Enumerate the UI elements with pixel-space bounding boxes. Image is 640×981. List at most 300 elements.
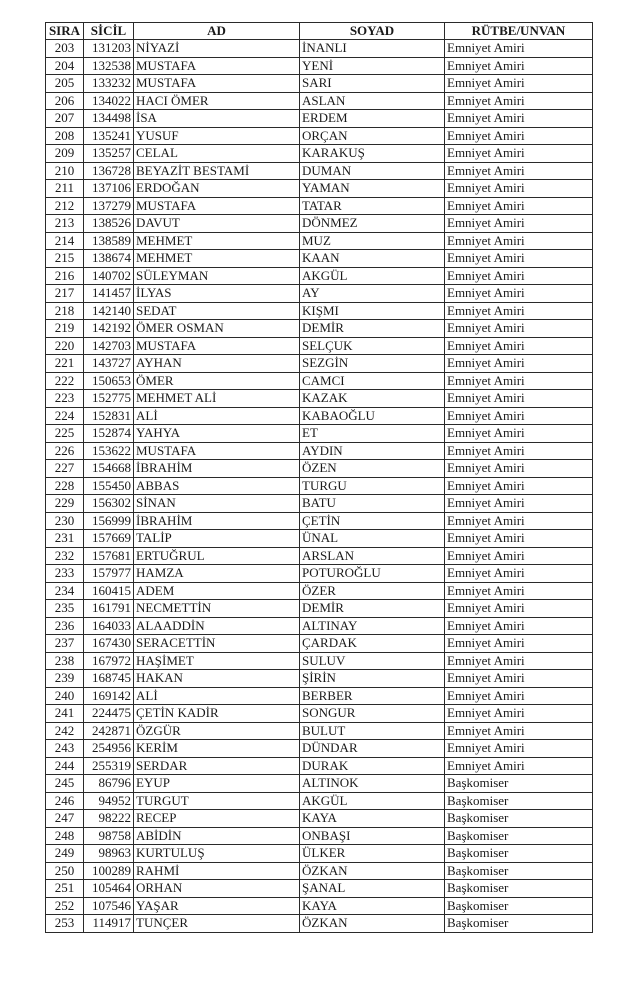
soyad-cell: SONGUR xyxy=(300,705,445,723)
sicil-cell: 98963 xyxy=(84,845,134,863)
table-row xyxy=(46,390,593,408)
table-row xyxy=(46,180,593,198)
table-row xyxy=(46,92,593,110)
table-row xyxy=(46,775,593,793)
ad-cell: EYUP xyxy=(134,775,300,793)
sicil-cell: 156302 xyxy=(84,495,134,513)
rutbe-cell: Emniyet Amiri xyxy=(445,600,593,618)
soyad-cell: KARAKUŞ xyxy=(300,145,445,163)
sira-cell: 224 xyxy=(46,407,84,425)
soyad-cell: ŞİRİN xyxy=(300,670,445,688)
sicil-cell: 142703 xyxy=(84,337,134,355)
soyad-cell: KAYA xyxy=(300,897,445,915)
table-row xyxy=(46,477,593,495)
sira-cell: 212 xyxy=(46,197,84,215)
sicil-cell: 154668 xyxy=(84,460,134,478)
sira-cell: 248 xyxy=(46,827,84,845)
ad-cell: SERACETTİN xyxy=(134,635,300,653)
sira-cell: 249 xyxy=(46,845,84,863)
table-row xyxy=(46,862,593,880)
ad-cell: YUSUF xyxy=(134,127,300,145)
sira-cell: 230 xyxy=(46,512,84,530)
sira-cell: 253 xyxy=(46,915,84,933)
sicil-cell: 138526 xyxy=(84,215,134,233)
sicil-cell: 167972 xyxy=(84,652,134,670)
ad-cell: ÖMER OSMAN xyxy=(134,320,300,338)
soyad-cell: ÖZER xyxy=(300,582,445,600)
rutbe-cell: Emniyet Amiri xyxy=(445,320,593,338)
rutbe-cell: Emniyet Amiri xyxy=(445,477,593,495)
rutbe-cell: Emniyet Amiri xyxy=(445,617,593,635)
header-rutbe-unvan: RÜTBE/UNVAN xyxy=(445,23,593,40)
ad-cell: NİYAZİ xyxy=(134,40,300,58)
sicil-cell: 169142 xyxy=(84,687,134,705)
ad-cell: HAŞİMET xyxy=(134,652,300,670)
soyad-cell: SEZGİN xyxy=(300,355,445,373)
ad-cell: MEHMET xyxy=(134,250,300,268)
sira-cell: 220 xyxy=(46,337,84,355)
sicil-cell: 107546 xyxy=(84,897,134,915)
sicil-cell: 136728 xyxy=(84,162,134,180)
soyad-cell: ÇARDAK xyxy=(300,635,445,653)
table-row xyxy=(46,267,593,285)
sira-cell: 240 xyxy=(46,687,84,705)
sira-cell: 228 xyxy=(46,477,84,495)
ad-cell: TUNÇER xyxy=(134,915,300,933)
sicil-cell: 138589 xyxy=(84,232,134,250)
soyad-cell: CAMCI xyxy=(300,372,445,390)
table-row xyxy=(46,372,593,390)
ad-cell: SÜLEYMAN xyxy=(134,267,300,285)
rutbe-cell: Emniyet Amiri xyxy=(445,757,593,775)
rutbe-cell: Emniyet Amiri xyxy=(445,547,593,565)
ad-cell: ALİ xyxy=(134,687,300,705)
table-row xyxy=(46,845,593,863)
sicil-cell: 105464 xyxy=(84,880,134,898)
rutbe-cell: Emniyet Amiri xyxy=(445,162,593,180)
sira-cell: 208 xyxy=(46,127,84,145)
table-row xyxy=(46,110,593,128)
ad-cell: MUSTAFA xyxy=(134,75,300,93)
sicil-cell: 157669 xyxy=(84,530,134,548)
rutbe-cell: Emniyet Amiri xyxy=(445,565,593,583)
table-row xyxy=(46,810,593,828)
table-row xyxy=(46,530,593,548)
sicil-cell: 157977 xyxy=(84,565,134,583)
sira-cell: 243 xyxy=(46,740,84,758)
sira-cell: 231 xyxy=(46,530,84,548)
rutbe-cell: Başkomiser xyxy=(445,775,593,793)
sicil-cell: 138674 xyxy=(84,250,134,268)
table-row xyxy=(46,687,593,705)
soyad-cell: ÜNAL xyxy=(300,530,445,548)
rutbe-cell: Emniyet Amiri xyxy=(445,180,593,198)
sira-cell: 218 xyxy=(46,302,84,320)
sicil-cell: 152874 xyxy=(84,425,134,443)
sicil-cell: 137106 xyxy=(84,180,134,198)
ad-cell: YAHYA xyxy=(134,425,300,443)
sira-cell: 222 xyxy=(46,372,84,390)
ad-cell: MUSTAFA xyxy=(134,57,300,75)
sicil-cell: 168745 xyxy=(84,670,134,688)
sicil-cell: 135257 xyxy=(84,145,134,163)
rutbe-cell: Emniyet Amiri xyxy=(445,687,593,705)
soyad-cell: DUMAN xyxy=(300,162,445,180)
table-row xyxy=(46,757,593,775)
rutbe-cell: Emniyet Amiri xyxy=(445,372,593,390)
rutbe-cell: Emniyet Amiri xyxy=(445,145,593,163)
table-row xyxy=(46,600,593,618)
soyad-cell: SARI xyxy=(300,75,445,93)
soyad-cell: KIŞMI xyxy=(300,302,445,320)
sicil-cell: 142192 xyxy=(84,320,134,338)
sira-cell: 204 xyxy=(46,57,84,75)
table-row xyxy=(46,75,593,93)
soyad-cell: TATAR xyxy=(300,197,445,215)
sicil-cell: 141457 xyxy=(84,285,134,303)
table-row xyxy=(46,635,593,653)
ad-cell: HACI ÖMER xyxy=(134,92,300,110)
sira-cell: 219 xyxy=(46,320,84,338)
rutbe-cell: Emniyet Amiri xyxy=(445,460,593,478)
ad-cell: ÖMER xyxy=(134,372,300,390)
soyad-cell: ÜLKER xyxy=(300,845,445,863)
header-ad: AD xyxy=(134,23,300,40)
sicil-cell: 157681 xyxy=(84,547,134,565)
ad-cell: İLYAS xyxy=(134,285,300,303)
ad-cell: RECEP xyxy=(134,810,300,828)
ad-cell: İBRAHİM xyxy=(134,460,300,478)
header-soyad: SOYAD xyxy=(300,23,445,40)
sicil-cell: 133232 xyxy=(84,75,134,93)
table-row xyxy=(46,880,593,898)
rutbe-cell: Emniyet Amiri xyxy=(445,390,593,408)
table-row xyxy=(46,827,593,845)
ad-cell: SERDAR xyxy=(134,757,300,775)
sicil-cell: 137279 xyxy=(84,197,134,215)
sira-cell: 226 xyxy=(46,442,84,460)
soyad-cell: YENİ xyxy=(300,57,445,75)
ad-cell: TURGUT xyxy=(134,792,300,810)
table-row xyxy=(46,652,593,670)
rutbe-cell: Emniyet Amiri xyxy=(445,337,593,355)
soyad-cell: POTUROĞLU xyxy=(300,565,445,583)
soyad-cell: DURAK xyxy=(300,757,445,775)
ad-cell: MUSTAFA xyxy=(134,197,300,215)
rutbe-cell: Emniyet Amiri xyxy=(445,652,593,670)
sicil-cell: 135241 xyxy=(84,127,134,145)
table-row xyxy=(46,215,593,233)
rutbe-cell: Başkomiser xyxy=(445,810,593,828)
ad-cell: ADEM xyxy=(134,582,300,600)
sira-cell: 247 xyxy=(46,810,84,828)
soyad-cell: AKGÜL xyxy=(300,267,445,285)
table-row xyxy=(46,617,593,635)
sira-cell: 209 xyxy=(46,145,84,163)
ad-cell: SİNAN xyxy=(134,495,300,513)
table-row xyxy=(46,145,593,163)
table-row xyxy=(46,162,593,180)
table-row xyxy=(46,460,593,478)
rutbe-cell: Emniyet Amiri xyxy=(445,197,593,215)
soyad-cell: ET xyxy=(300,425,445,443)
rutbe-cell: Emniyet Amiri xyxy=(445,407,593,425)
table-row xyxy=(46,197,593,215)
sicil-cell: 152831 xyxy=(84,407,134,425)
rutbe-cell: Başkomiser xyxy=(445,827,593,845)
sira-cell: 245 xyxy=(46,775,84,793)
ad-cell: AYHAN xyxy=(134,355,300,373)
soyad-cell: ORÇAN xyxy=(300,127,445,145)
table-body xyxy=(46,40,593,933)
sira-cell: 221 xyxy=(46,355,84,373)
table-row xyxy=(46,57,593,75)
soyad-cell: AKGÜL xyxy=(300,792,445,810)
sira-cell: 215 xyxy=(46,250,84,268)
sira-cell: 251 xyxy=(46,880,84,898)
ad-cell: DAVUT xyxy=(134,215,300,233)
ad-cell: KURTULUŞ xyxy=(134,845,300,863)
sira-cell: 236 xyxy=(46,617,84,635)
ad-cell: ALAADDİN xyxy=(134,617,300,635)
rutbe-cell: Emniyet Amiri xyxy=(445,635,593,653)
rutbe-cell: Emniyet Amiri xyxy=(445,267,593,285)
soyad-cell: DÜNDAR xyxy=(300,740,445,758)
ad-cell: ERTUĞRUL xyxy=(134,547,300,565)
sira-cell: 252 xyxy=(46,897,84,915)
sicil-cell: 152775 xyxy=(84,390,134,408)
sira-cell: 216 xyxy=(46,267,84,285)
ad-cell: İSA xyxy=(134,110,300,128)
table-row xyxy=(46,582,593,600)
sira-cell: 223 xyxy=(46,390,84,408)
header-sicil: SİCİL xyxy=(84,23,134,40)
sira-cell: 233 xyxy=(46,565,84,583)
ad-cell: HAMZA xyxy=(134,565,300,583)
sira-cell: 250 xyxy=(46,862,84,880)
sira-cell: 217 xyxy=(46,285,84,303)
soyad-cell: ŞANAL xyxy=(300,880,445,898)
ad-cell: RAHMİ xyxy=(134,862,300,880)
table-row xyxy=(46,722,593,740)
rutbe-cell: Emniyet Amiri xyxy=(445,582,593,600)
rutbe-cell: Başkomiser xyxy=(445,897,593,915)
soyad-cell: AY xyxy=(300,285,445,303)
sicil-cell: 131203 xyxy=(84,40,134,58)
table-row xyxy=(46,320,593,338)
rutbe-cell: Başkomiser xyxy=(445,845,593,863)
table-row xyxy=(46,670,593,688)
sicil-cell: 155450 xyxy=(84,477,134,495)
soyad-cell: DEMİR xyxy=(300,320,445,338)
rutbe-cell: Emniyet Amiri xyxy=(445,442,593,460)
soyad-cell: ÖZKAN xyxy=(300,862,445,880)
sira-cell: 211 xyxy=(46,180,84,198)
sira-cell: 242 xyxy=(46,722,84,740)
soyad-cell: ALTINAY xyxy=(300,617,445,635)
soyad-cell: KAYA xyxy=(300,810,445,828)
table-row xyxy=(46,407,593,425)
ad-cell: MUSTAFA xyxy=(134,337,300,355)
sira-cell: 237 xyxy=(46,635,84,653)
rutbe-cell: Emniyet Amiri xyxy=(445,285,593,303)
soyad-cell: BATU xyxy=(300,495,445,513)
document-page xyxy=(45,22,593,933)
soyad-cell: TURGU xyxy=(300,477,445,495)
sira-cell: 205 xyxy=(46,75,84,93)
rutbe-cell: Başkomiser xyxy=(445,915,593,933)
table-row xyxy=(46,915,593,933)
soyad-cell: AYDIN xyxy=(300,442,445,460)
sicil-cell: 255319 xyxy=(84,757,134,775)
rutbe-cell: Emniyet Amiri xyxy=(445,670,593,688)
soyad-cell: BULUT xyxy=(300,722,445,740)
table-row xyxy=(46,565,593,583)
rutbe-cell: Emniyet Amiri xyxy=(445,110,593,128)
sira-cell: 213 xyxy=(46,215,84,233)
sicil-cell: 86796 xyxy=(84,775,134,793)
soyad-cell: KAAN xyxy=(300,250,445,268)
ad-cell: MEHMET ALİ xyxy=(134,390,300,408)
rutbe-cell: Emniyet Amiri xyxy=(445,302,593,320)
rutbe-cell: Emniyet Amiri xyxy=(445,425,593,443)
table-header-row xyxy=(46,23,593,40)
sira-cell: 246 xyxy=(46,792,84,810)
sira-cell: 232 xyxy=(46,547,84,565)
soyad-cell: DÖNMEZ xyxy=(300,215,445,233)
table-row xyxy=(46,285,593,303)
table-row xyxy=(46,740,593,758)
sira-cell: 229 xyxy=(46,495,84,513)
sira-cell: 210 xyxy=(46,162,84,180)
table-row xyxy=(46,355,593,373)
soyad-cell: KAZAK xyxy=(300,390,445,408)
ad-cell: ABBAS xyxy=(134,477,300,495)
sira-cell: 241 xyxy=(46,705,84,723)
sicil-cell: 143727 xyxy=(84,355,134,373)
personnel-table xyxy=(45,22,593,933)
rutbe-cell: Emniyet Amiri xyxy=(445,705,593,723)
rutbe-cell: Başkomiser xyxy=(445,792,593,810)
sira-cell: 214 xyxy=(46,232,84,250)
soyad-cell: İNANLI xyxy=(300,40,445,58)
soyad-cell: ÇETİN xyxy=(300,512,445,530)
table-row xyxy=(46,705,593,723)
sicil-cell: 98758 xyxy=(84,827,134,845)
sicil-cell: 254956 xyxy=(84,740,134,758)
sicil-cell: 140702 xyxy=(84,267,134,285)
sira-cell: 206 xyxy=(46,92,84,110)
soyad-cell: BERBER xyxy=(300,687,445,705)
rutbe-cell: Emniyet Amiri xyxy=(445,512,593,530)
ad-cell: ABİDİN xyxy=(134,827,300,845)
sira-cell: 238 xyxy=(46,652,84,670)
soyad-cell: ONBAŞI xyxy=(300,827,445,845)
soyad-cell: SELÇUK xyxy=(300,337,445,355)
ad-cell: BEYAZİT BESTAMİ xyxy=(134,162,300,180)
ad-cell: YAŞAR xyxy=(134,897,300,915)
sicil-cell: 156999 xyxy=(84,512,134,530)
sicil-cell: 161791 xyxy=(84,600,134,618)
soyad-cell: SULUV xyxy=(300,652,445,670)
table-row xyxy=(46,250,593,268)
table-row xyxy=(46,127,593,145)
rutbe-cell: Emniyet Amiri xyxy=(445,722,593,740)
ad-cell: İBRAHİM xyxy=(134,512,300,530)
sicil-cell: 164033 xyxy=(84,617,134,635)
ad-cell: SEDAT xyxy=(134,302,300,320)
table-row xyxy=(46,512,593,530)
sira-cell: 207 xyxy=(46,110,84,128)
rutbe-cell: Emniyet Amiri xyxy=(445,355,593,373)
sira-cell: 225 xyxy=(46,425,84,443)
sicil-cell: 114917 xyxy=(84,915,134,933)
soyad-cell: ÖZEN xyxy=(300,460,445,478)
rutbe-cell: Emniyet Amiri xyxy=(445,92,593,110)
table-row xyxy=(46,302,593,320)
header-sira: SIRA xyxy=(46,23,84,40)
rutbe-cell: Emniyet Amiri xyxy=(445,530,593,548)
sicil-cell: 160415 xyxy=(84,582,134,600)
ad-cell: KERİM xyxy=(134,740,300,758)
table-row xyxy=(46,897,593,915)
rutbe-cell: Emniyet Amiri xyxy=(445,40,593,58)
sicil-cell: 142140 xyxy=(84,302,134,320)
ad-cell: NECMETTİN xyxy=(134,600,300,618)
rutbe-cell: Başkomiser xyxy=(445,880,593,898)
sira-cell: 244 xyxy=(46,757,84,775)
ad-cell: MEHMET xyxy=(134,232,300,250)
sicil-cell: 134022 xyxy=(84,92,134,110)
sira-cell: 203 xyxy=(46,40,84,58)
ad-cell: TALİP xyxy=(134,530,300,548)
table-row xyxy=(46,337,593,355)
rutbe-cell: Emniyet Amiri xyxy=(445,57,593,75)
ad-cell: ÇETİN KADİR xyxy=(134,705,300,723)
ad-cell: ALİ xyxy=(134,407,300,425)
rutbe-cell: Emniyet Amiri xyxy=(445,215,593,233)
soyad-cell: ALTINOK xyxy=(300,775,445,793)
rutbe-cell: Emniyet Amiri xyxy=(445,495,593,513)
sicil-cell: 150653 xyxy=(84,372,134,390)
sicil-cell: 98222 xyxy=(84,810,134,828)
sira-cell: 235 xyxy=(46,600,84,618)
sira-cell: 234 xyxy=(46,582,84,600)
soyad-cell: ERDEM xyxy=(300,110,445,128)
sicil-cell: 134498 xyxy=(84,110,134,128)
ad-cell: MUSTAFA xyxy=(134,442,300,460)
rutbe-cell: Emniyet Amiri xyxy=(445,232,593,250)
sira-cell: 239 xyxy=(46,670,84,688)
sira-cell: 227 xyxy=(46,460,84,478)
rutbe-cell: Emniyet Amiri xyxy=(445,250,593,268)
sicil-cell: 132538 xyxy=(84,57,134,75)
table-row xyxy=(46,547,593,565)
table-row xyxy=(46,425,593,443)
soyad-cell: ASLAN xyxy=(300,92,445,110)
soyad-cell: ARSLAN xyxy=(300,547,445,565)
ad-cell: HAKAN xyxy=(134,670,300,688)
ad-cell: ERDOĞAN xyxy=(134,180,300,198)
rutbe-cell: Başkomiser xyxy=(445,862,593,880)
sicil-cell: 94952 xyxy=(84,792,134,810)
rutbe-cell: Emniyet Amiri xyxy=(445,740,593,758)
sicil-cell: 153622 xyxy=(84,442,134,460)
sicil-cell: 242871 xyxy=(84,722,134,740)
soyad-cell: MUZ xyxy=(300,232,445,250)
sicil-cell: 100289 xyxy=(84,862,134,880)
sicil-cell: 167430 xyxy=(84,635,134,653)
